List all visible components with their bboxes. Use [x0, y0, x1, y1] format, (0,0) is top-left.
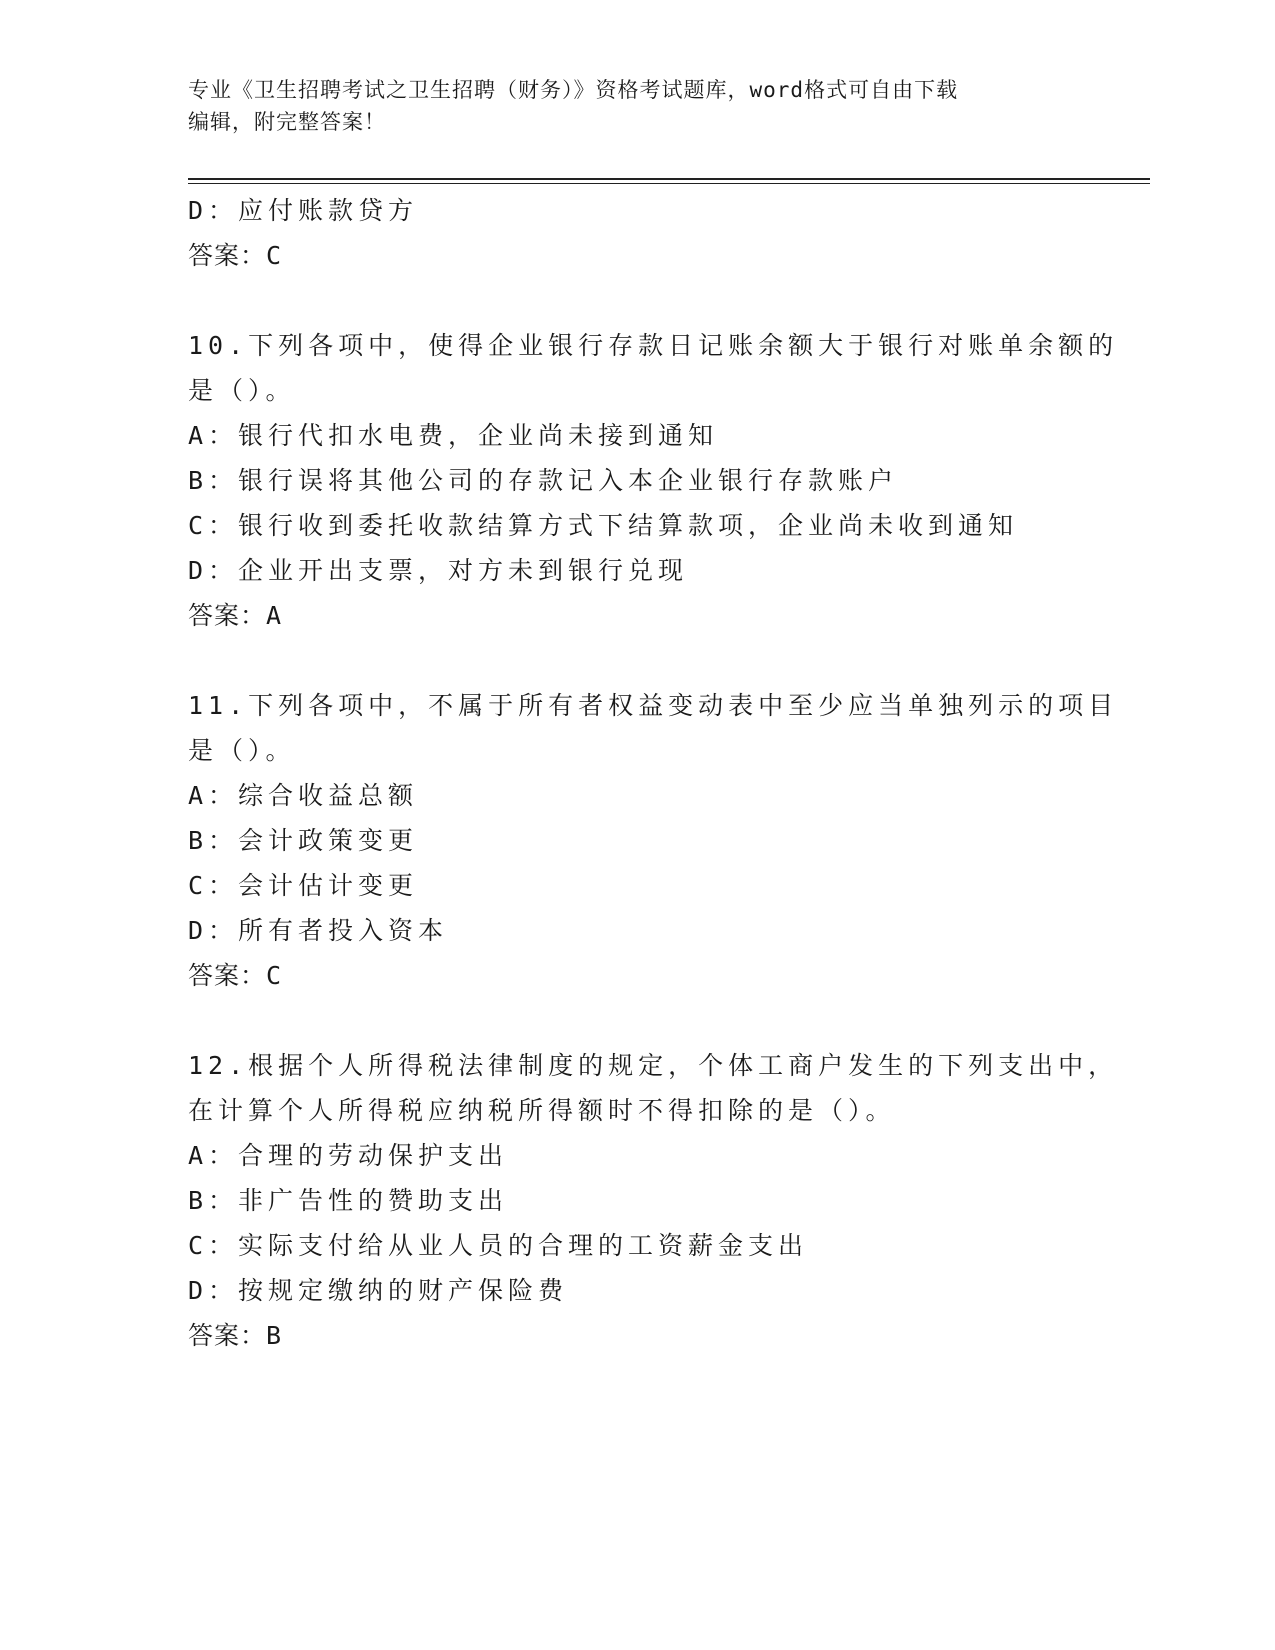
question-stem-line-2: 是（）。: [188, 376, 296, 405]
answer-line: 答案：C: [188, 241, 283, 270]
header-line-2: 编辑，附完整答案！: [188, 110, 386, 134]
question-stem-line-1: 10.下列各项中，使得企业银行存款日记账余额大于银行对账单余额的: [188, 331, 1119, 360]
document-header: [188, 74, 1088, 138]
option-a: A：合理的劳动保护支出: [188, 1141, 509, 1170]
option-d: D：所有者投入资本: [188, 916, 449, 945]
option-d: D：应付账款贷方: [188, 196, 419, 225]
answer-line: 答案：C: [188, 961, 283, 990]
header-line-1: 专业《卫生招聘考试之卫生招聘（财务）》资格考试题库，word格式可自由下载: [188, 78, 959, 102]
question-stem-line-2: 是（）。: [188, 736, 296, 765]
option-b: B：非广告性的赞助支出: [188, 1186, 509, 1215]
carryover-question: [188, 188, 1088, 278]
option-b: B：会计政策变更: [188, 826, 419, 855]
question-12: [188, 1043, 1119, 1358]
option-b: B：银行误将其他公司的存款记入本企业银行存款账户: [188, 466, 899, 495]
document-body: [188, 188, 1119, 1358]
header-divider-thick: [188, 178, 1150, 180]
question-stem-line-2: 在计算个人所得税应纳税所得额时不得扣除的是（）。: [188, 1096, 896, 1125]
question-10: [188, 323, 1119, 638]
answer-line: 答案：B: [188, 1321, 283, 1350]
answer-line: 答案：A: [188, 601, 283, 630]
option-a: A：综合收益总额: [188, 781, 419, 810]
option-d: D：按规定缴纳的财产保险费: [188, 1276, 569, 1305]
question-stem-line-1: 11.下列各项中，不属于所有者权益变动表中至少应当单独列示的项目: [188, 691, 1119, 720]
option-a: A：银行代扣水电费，企业尚未接到通知: [188, 421, 719, 450]
header-divider-thin: [188, 183, 1150, 184]
option-c: C：会计估计变更: [188, 871, 419, 900]
question-11: [188, 683, 1119, 998]
option-d: D：企业开出支票，对方未到银行兑现: [188, 556, 689, 585]
option-c: C：实际支付给从业人员的合理的工资薪金支出: [188, 1231, 809, 1260]
question-stem-line-1: 12.根据个人所得税法律制度的规定，个体工商户发生的下列支出中，: [188, 1051, 1119, 1080]
option-c: C：银行收到委托收款结算方式下结算款项，企业尚未收到通知: [188, 511, 1019, 540]
